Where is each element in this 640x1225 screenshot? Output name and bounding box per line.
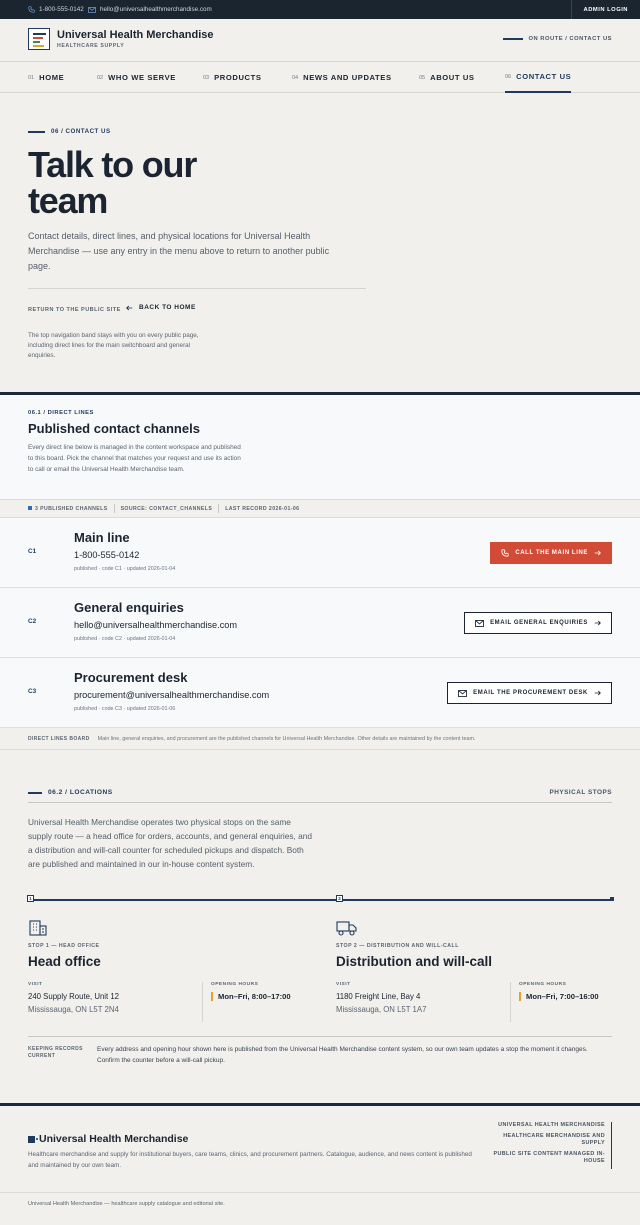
stop-head-office xyxy=(28,920,304,1026)
route-end-dot xyxy=(610,897,614,901)
channel-code: C1 xyxy=(28,548,37,555)
arrow-right-icon xyxy=(594,620,601,626)
stop-marker: 1 xyxy=(27,895,34,902)
button-label: EMAIL GENERAL ENQUIRIES xyxy=(490,620,588,626)
meta-count-text: 3 PUBLISHED CHANNELS xyxy=(35,505,108,512)
building-icon xyxy=(28,920,48,936)
nav-number: 02 xyxy=(97,74,104,81)
hours-value: Mon–Fri, 8:00–17:00 xyxy=(211,992,304,1001)
email-procurement-desk-button[interactable] xyxy=(447,682,612,704)
call-main-line-button[interactable] xyxy=(490,542,612,564)
page-title: Talk to our team xyxy=(28,144,197,221)
stop-visit xyxy=(28,982,203,1022)
footer-brand-name: Universal Health Merchandise xyxy=(39,1133,189,1145)
channel-name: General enquiries xyxy=(74,600,184,615)
arrow-right-icon xyxy=(594,690,601,696)
channel-value[interactable]: hello@universalhealthmerchandise.com xyxy=(74,620,238,630)
channel-value[interactable]: 1-800-555-0142 xyxy=(74,550,140,560)
stop-marker: 2 xyxy=(336,895,343,902)
nav-item-products[interactable] xyxy=(203,62,262,93)
meta-source: SOURCE: CONTACT_CHANNELS xyxy=(120,505,213,512)
email-general-enquiries-button[interactable] xyxy=(464,612,612,634)
nav-number: 03 xyxy=(203,74,210,81)
route-indicator xyxy=(503,36,613,42)
brand-header xyxy=(0,19,640,61)
brand-mark-icon xyxy=(28,1136,35,1143)
stop-kicker: STOP 2 — DISTRIBUTION AND WILL-CALL xyxy=(336,943,459,949)
utility-email-text: hello@universalhealthmerchandise.com xyxy=(100,6,212,13)
brand-logo-icon[interactable] xyxy=(28,28,50,50)
channel-code: C3 xyxy=(28,688,37,695)
channel-meta: published · code C1 · updated 2026-01-04 xyxy=(74,566,176,572)
phone-icon xyxy=(28,6,35,13)
board-label: DIRECT LINES BOARD xyxy=(28,735,90,742)
hero-lede: Contact details, direct lines, and physical locations for Universal Health Merchandise — use any entry in the menu above to return to another public page. xyxy=(28,231,330,271)
channel-row-main-line xyxy=(0,518,640,588)
divider xyxy=(0,1192,640,1193)
arrow-right-icon xyxy=(594,550,601,556)
channel-meta: published · code C3 · updated 2026-01-06 xyxy=(74,706,176,712)
direct-lines-meta xyxy=(0,499,640,518)
arrow-left-icon xyxy=(126,305,133,311)
nav-label: CONTACT US xyxy=(516,72,572,81)
records-text: Every address and opening hour shown here is published from the Universal Health Merchandise content system, so our own team updates a stop the moment it changes. Confirm the counter before a will-call pickup. xyxy=(97,1046,588,1064)
footer-brand[interactable] xyxy=(28,1133,188,1145)
hero-eyebrow xyxy=(28,128,111,135)
channel-code: C2 xyxy=(28,618,37,625)
footer-divider xyxy=(0,1103,640,1106)
utility-email-link[interactable] xyxy=(88,0,212,19)
footer-description: Healthcare merchandise and supply for institutional buyers, care teams, clinics, and procurement partners. Catalogue, audience, and news content is published and maintained by our own team. xyxy=(28,1151,472,1169)
direct-lines-board-footer xyxy=(0,728,640,750)
utility-phone-link[interactable] xyxy=(28,0,84,19)
route-line xyxy=(28,899,612,901)
nav-label: ABOUT US xyxy=(430,73,475,82)
return-label: RETURN TO THE PUBLIC SITE xyxy=(28,307,121,313)
back-to-home-label: BACK TO HOME xyxy=(139,304,196,311)
visit-label: VISIT xyxy=(336,982,351,987)
locations-eyebrow xyxy=(28,789,113,796)
stop-distribution xyxy=(336,920,612,1026)
footer-meta xyxy=(482,1122,612,1169)
nav-number: 01 xyxy=(28,74,35,81)
main-navigation xyxy=(0,61,640,93)
channel-row-general-enquiries xyxy=(0,588,640,658)
nav-item-who-we-serve[interactable] xyxy=(97,62,176,93)
nav-item-home[interactable] xyxy=(28,62,64,93)
visit-label: VISIT xyxy=(28,982,43,987)
utility-bar xyxy=(0,0,640,19)
channel-row-procurement-desk xyxy=(0,658,640,728)
board-text: Main line, general enquiries, and procurement are the published channels for Universal Health Merchandise. Other details are maintained by the content team. xyxy=(97,735,476,742)
address-line-1: 240 Supply Route, Unit 12 xyxy=(28,992,120,1001)
direct-lines-description: Every direct line below is managed in the content workspace and published to this board. Pick the channel that matches your request and use its action to call or email the Universal Health Merchandise team. xyxy=(28,444,241,473)
locations-description: Universal Health Merchandise operates two physical stops on the same supply route — a head office for orders, accounts, and general enquiries, and a distribution and will-call counter for scheduled pickups and dispatch. Both are published and maintained in our in-house content system. xyxy=(28,817,312,869)
brand-name[interactable]: Universal Health Merchandise xyxy=(57,29,214,41)
hours-label: OPENING HOURS xyxy=(519,982,567,987)
nav-number: 04 xyxy=(292,74,299,81)
admin-login-link[interactable]: ADMIN LOGIN xyxy=(571,0,640,19)
nav-number: 05 xyxy=(419,74,426,81)
address-line-2: Mississauga, ON L5T 2N4 xyxy=(28,1005,119,1014)
truck-icon xyxy=(336,920,358,936)
square-icon xyxy=(28,506,32,510)
back-to-home-link[interactable] xyxy=(126,304,196,311)
nav-label: NEWS AND UPDATES xyxy=(303,73,392,82)
locations-eyebrow-text: 06.2 / LOCATIONS xyxy=(48,789,113,796)
utility-phone-text: 1-800-555-0142 xyxy=(39,6,84,13)
stop-name: Head office xyxy=(28,954,101,969)
address-line-1: 1180 Freight Line, Bay 4 xyxy=(336,992,421,1001)
stop-hours xyxy=(211,982,304,1001)
stop-name: Distribution and will-call xyxy=(336,954,493,969)
nav-item-contact-us[interactable] xyxy=(505,62,571,93)
divider xyxy=(28,1036,612,1037)
channel-name: Main line xyxy=(74,530,130,545)
nav-number: 06 xyxy=(505,73,512,80)
direct-lines-eyebrow: 06.1 / DIRECT LINES xyxy=(28,410,94,416)
hours-label: OPENING HOURS xyxy=(211,982,259,987)
hero-note: The top navigation band stays with you on every public page, including direct lines for the main switchboard and general enquiries. xyxy=(28,332,199,359)
channel-value[interactable]: procurement@universalhealthmerchandise.com xyxy=(74,690,270,700)
records-label: KEEPING RECORDS CURRENT xyxy=(28,1046,83,1059)
stop-visit xyxy=(336,982,511,1022)
stop-kicker: STOP 1 — HEAD OFFICE xyxy=(28,943,100,949)
footer-meta-item: HEALTHCARE MERCHANDISE AND SUPPLY xyxy=(503,1132,605,1146)
direct-lines-title: Published contact channels xyxy=(28,421,200,436)
divider xyxy=(28,802,612,803)
hours-value: Mon–Fri, 7:00–16:00 xyxy=(519,992,612,1001)
mail-icon xyxy=(475,620,484,627)
nav-label: HOME xyxy=(39,73,65,82)
footer-meta-item: UNIVERSAL HEALTH MERCHANDISE xyxy=(498,1122,605,1128)
physical-stops-label: PHYSICAL STOPS xyxy=(549,789,612,796)
meta-count xyxy=(28,506,108,512)
footer-copyright: Universal Health Merchandise — healthcare supply catalogue and editorial site. xyxy=(28,1201,225,1207)
channel-name: Procurement desk xyxy=(74,670,188,685)
nav-item-about-us[interactable] xyxy=(419,62,475,93)
channel-meta: published · code C2 · updated 2026-01-04 xyxy=(74,636,176,642)
button-label: EMAIL THE PROCUREMENT DESK xyxy=(473,690,588,696)
brand-tagline: HEALTHCARE SUPPLY xyxy=(57,43,125,49)
nav-label: WHO WE SERVE xyxy=(108,73,176,82)
nav-item-news-and-updates[interactable] xyxy=(292,62,392,93)
meta-last-record: LAST RECORD 2026-01-06 xyxy=(225,505,300,512)
mail-icon xyxy=(88,7,96,13)
button-label: CALL THE MAIN LINE xyxy=(515,550,588,556)
divider xyxy=(28,288,366,289)
address-line-2: Mississauga, ON L5T 1A7 xyxy=(336,1005,427,1014)
hero-eyebrow-text: 06 / CONTACT US xyxy=(51,128,111,135)
stop-hours xyxy=(519,982,612,1001)
phone-icon xyxy=(501,549,509,557)
footer-meta-item: PUBLIC SITE CONTENT MANAGED IN-HOUSE xyxy=(493,1150,605,1164)
nav-label: PRODUCTS xyxy=(214,73,262,82)
mail-icon xyxy=(458,690,467,697)
route-indicator-text: ON ROUTE / CONTACT US xyxy=(528,36,612,42)
